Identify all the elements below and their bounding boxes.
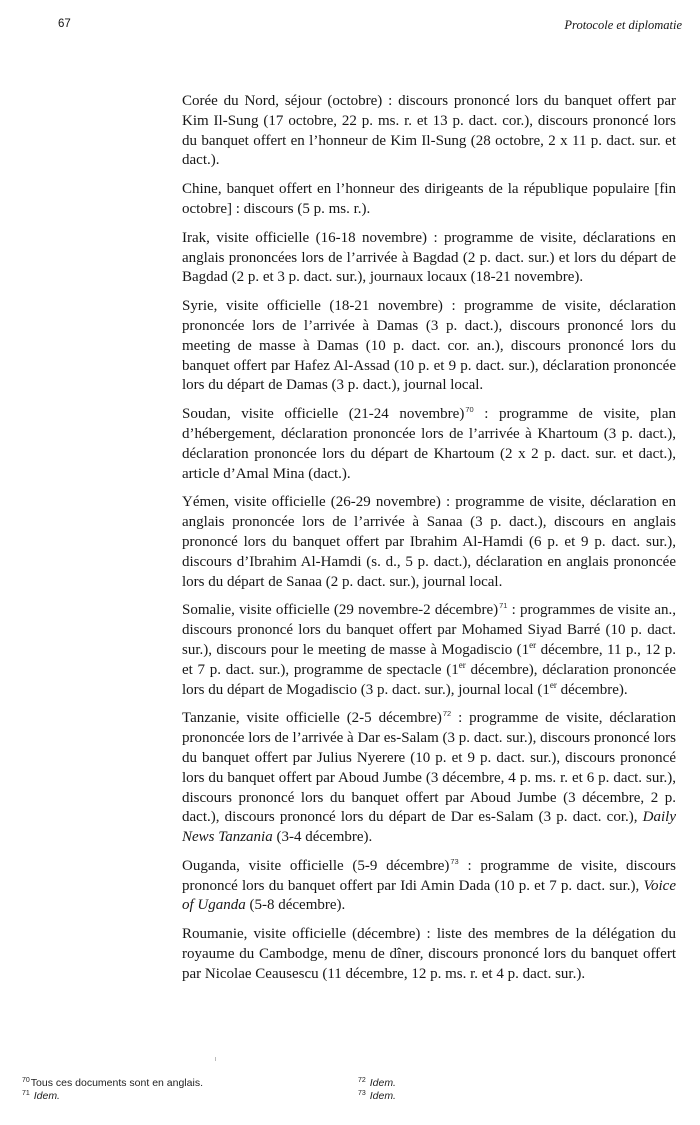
footnote-ref[interactable]: 71: [499, 601, 508, 611]
entry-text: Somalie, visite officielle (29 novembre-2 décembre): [182, 602, 499, 619]
footnote-73: [358, 1090, 396, 1103]
page-number: 67: [58, 18, 71, 30]
footnote-71: [22, 1090, 60, 1103]
ordinal-suffix: er: [458, 659, 466, 670]
entry-text: (5-8 décembre).: [245, 897, 346, 914]
footnote-number: 73: [358, 1089, 366, 1097]
entry-text: Chine, banquet offert en l’honneur des dirigeants de la république populaire [fin octobre] : discours (5 p. ms. r.).: [182, 181, 676, 217]
entry-roumanie: [182, 925, 676, 984]
entry-soudan: [182, 405, 676, 484]
footnote-number: 71: [22, 1089, 30, 1097]
entry-text: : programme de visite, déclaration prononcée lors de l’arrivée à Dar es-Salam (3 p. dact. sur.), discours prononcé lors du banquet offert par Julius Nyerere (10 p. et 9 p. dact. sur.), discours prononcé lors du banquet offert par Aboud Jumbe (3 décembre, 4 p. ms. r. et 6 p. dact. sur.), discours prononcé lors du banquet offert par Aboud Jumbe (3 décembre, 2 p. dact.), discours prononcé lors du départ de Dar es-Salam (3 p. dact. cor.),: [182, 710, 676, 826]
entry-text: : programme de visite, plan d’hébergement, déclaration prononcée lors de l’arrivée à Khartoum (3 p. dact.), déclaration prononcée lors du départ de Khartoum (2 x 2 p. dact. sur. et dact.), article d’Amal Mina (dact.).: [182, 406, 676, 482]
entry-ouganda: [182, 857, 676, 916]
newspaper-title: Daily News Tanzania: [182, 809, 676, 846]
entry-list: [182, 92, 676, 994]
entry-syrie: [182, 297, 676, 396]
entry-irak: [182, 229, 676, 288]
entry-text: Irak, visite officielle (16-18 novembre) : programme de visite, déclarations en anglais prononcées lors de l’arrivée à Bagdad (2 p. dact. sur.) et lors du départ de Bagdad (2 p. et 3 p. dact. sur.), journaux locaux (18-21 novembre).: [182, 229, 676, 286]
entry-text: (3-4 décembre).: [272, 829, 373, 846]
entry-text: Corée du Nord, séjour (octobre) : discours prononcé lors du banquet offert par Kim Il-Sung (17 octobre, 22 p. ms. r. et 13 p. dact. cor.), discours prononcé lors du banquet offert en l’honneur de Kim Il-Sung (28 octobre, 2 x 11 p. dact. sur. et dact.).: [182, 93, 676, 169]
entry-text: Ouganda, visite officielle (5-9 décembre): [182, 857, 450, 874]
entry-text: : programmes de visite an., discours prononcé lors du banquet offert par Mohamed Siyad Barré (10 p. dact. sur.), discours pour le meeting de masse à Mogadiscio (1: [182, 602, 676, 658]
footnote-text: Idem.: [33, 1090, 60, 1102]
footnote-text: Idem.: [369, 1090, 396, 1102]
entry-somalie: [182, 601, 676, 700]
footnote-text: Tous ces documents sont en anglais.: [30, 1077, 203, 1089]
entry-text: Roumanie, visite officielle (décembre) : liste des membres de la délégation du royaume du Cambodge, menu de dîner, discours prononcé lors du banquet offert par Nicolae Ceausescu (11 décembre, 12 p. ms. r. et 4 p. dact. sur.).: [182, 926, 676, 982]
newspaper-title: Voice of Uganda: [182, 877, 676, 914]
footnote-ref[interactable]: 72: [442, 709, 452, 719]
footnote-number: 72: [358, 1076, 366, 1084]
footnote-70: [22, 1077, 203, 1090]
footnote-number: 70: [22, 1076, 30, 1084]
entry-text: Yémen, visite officielle (26-29 novembre) : programme de visite, déclaration en anglais prononcée lors de l’arrivée à Sanaa (3 p. dact.), discours en anglais prononcé lors du banquet offert par Ibrahim Al-Hamdi (6 p. et 9 p. dact. sur.), discours d’Ibrahim Al-Hamdi (s. d., 5 p. dact.), déclaration en anglais prononcée lors du départ de Sanaa (2 p. dact. sur.), journal local.: [182, 494, 676, 590]
entry-coree-du-nord: [182, 92, 676, 171]
footnote-text: Idem.: [369, 1077, 396, 1089]
entry-chine: [182, 180, 676, 220]
footnote-72: [358, 1077, 396, 1090]
entry-text: : programme de visite, discours prononcé lors du banquet offert par Idi Amin Dada (10 p. et 7 p. dact. sur.),: [182, 857, 676, 894]
scan-speck: [215, 1057, 216, 1061]
ordinal-suffix: er: [529, 639, 537, 650]
footnote-ref[interactable]: 70: [465, 405, 474, 415]
running-title: Protocole et diplomatie: [564, 18, 682, 32]
ordinal-suffix: er: [549, 679, 557, 690]
running-head: [0, 18, 700, 38]
entry-text: décembre, 11 p., 12 p. et 7 p. dact. sur.), programme de spectacle (1: [182, 641, 676, 678]
entry-text: Tanzanie, visite officielle (2-5 décembre): [182, 710, 442, 727]
entry-text: décembre).: [556, 681, 628, 698]
entry-text: Soudan, visite officielle (21-24 novembre): [182, 406, 465, 423]
entry-text: Syrie, visite officielle (18-21 novembre) : programme de visite, déclaration prononcée lors de l’arrivée à Damas (3 p. dact.), discours prononcé lors du meeting de masse à Damas (10 p. dact. cor. an.), discours prononcé lors du banquet offert par Hafez Al-Assad (10 p. et 9 p. dact. sur.), déclaration prononcée lors du départ de Damas (3 p. dact.), journal local.: [182, 298, 676, 394]
entry-yemen: [182, 493, 676, 592]
entry-tanzanie: [182, 709, 676, 848]
footnote-ref[interactable]: 73: [450, 856, 459, 866]
entry-text: décembre), déclaration prononcée lors du départ de Mogadiscio (3 p. dact. sur.), journal local (1: [182, 661, 676, 698]
